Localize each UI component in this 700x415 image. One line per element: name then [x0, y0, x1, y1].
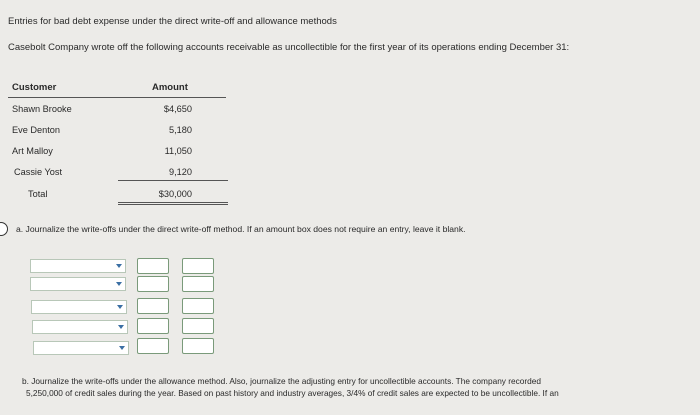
table-row-amount: 9,120: [169, 167, 192, 177]
customer-header: Customer: [12, 82, 57, 93]
account-select[interactable]: [30, 259, 126, 273]
debit-amount-input[interactable]: [137, 276, 169, 292]
debit-amount-input[interactable]: [137, 258, 169, 274]
credit-amount-input[interactable]: [182, 298, 214, 314]
account-select[interactable]: [32, 320, 128, 334]
table-row-amount: 11,050: [164, 146, 192, 156]
total-label: Total: [28, 189, 48, 199]
credit-amount-input[interactable]: [182, 338, 214, 354]
table-row-customer: Art Malloy: [12, 146, 53, 156]
credit-amount-input[interactable]: [182, 258, 214, 274]
total-double-rule-top: [118, 202, 228, 203]
table-row-amount: 5,180: [169, 125, 192, 135]
page-title: Entries for bad debt expense under the direct write-off and allowance methods: [8, 16, 337, 27]
subtotal-rule: [118, 180, 228, 181]
table-row-customer: Shawn Brooke: [12, 104, 72, 114]
amount-header: Amount: [152, 82, 188, 93]
question-a: a. Journalize the write-offs under the direct write-off method. If an amount box does not require an entry, leave it blank.: [16, 224, 466, 234]
account-select[interactable]: [33, 341, 129, 355]
table-row-customer: Eve Denton: [12, 125, 61, 135]
credit-amount-input[interactable]: [182, 318, 214, 334]
table-row-amount: $4,650: [163, 104, 192, 114]
total-amount: $30,000: [158, 189, 192, 199]
table-row-customer: Cassie Yost: [14, 167, 63, 177]
header-rule: [8, 97, 226, 98]
account-select[interactable]: [30, 277, 126, 291]
debit-amount-input[interactable]: [137, 318, 169, 334]
total-double-rule-bottom: [118, 204, 228, 205]
question-b: b. Journalize the write-offs under the allowance method. Also, journalize the adjusting entry for uncollectible accounts. The company recorded: [22, 376, 542, 386]
question-b-continued: 5,250,000 of credit sales during the year. Based on past history and industry averages, 3/4% of credit sales are expected to be uncollectible. If an: [26, 388, 559, 398]
question-marker-icon: [0, 222, 8, 236]
problem-intro: Casebolt Company wrote off the following accounts receivable as uncollectible for the first year of its operations ending December 31:: [8, 42, 570, 53]
debit-amount-input[interactable]: [137, 338, 169, 354]
credit-amount-input[interactable]: [182, 276, 214, 292]
debit-amount-input[interactable]: [137, 298, 169, 314]
account-select[interactable]: [31, 300, 127, 314]
